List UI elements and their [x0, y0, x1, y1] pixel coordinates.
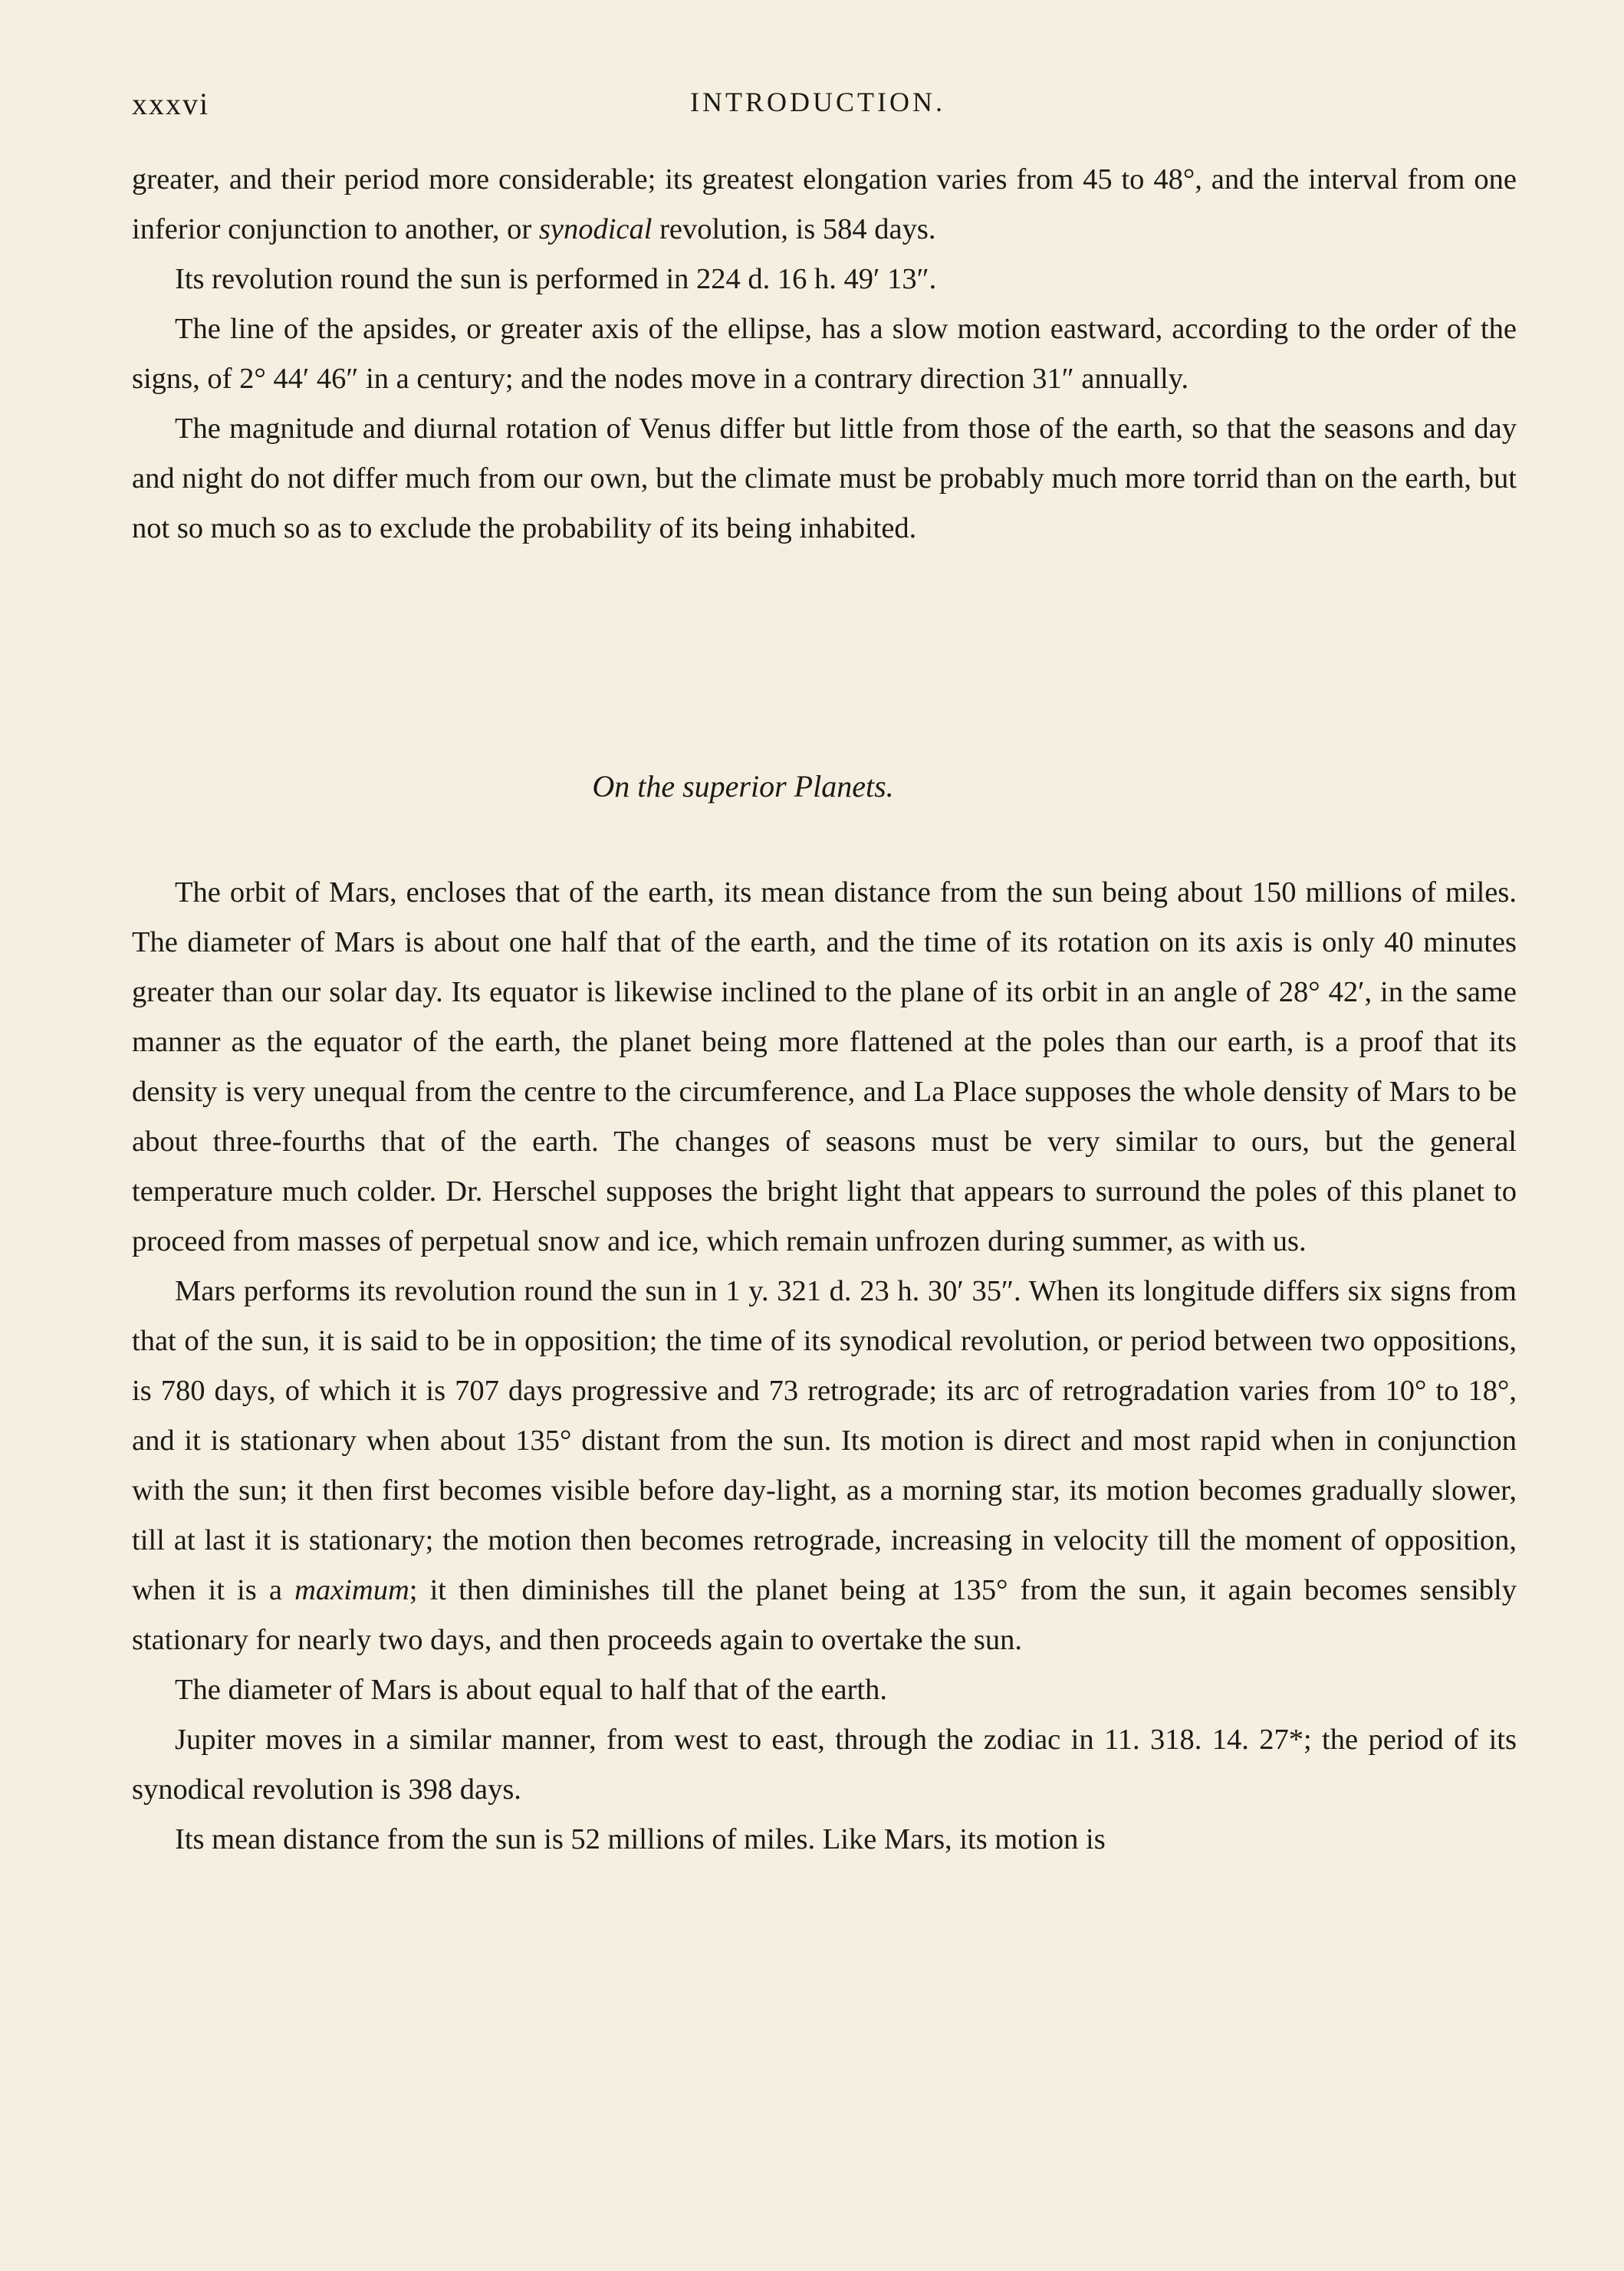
section-heading: On the superior Planets. — [592, 769, 894, 804]
venus-section — [132, 155, 1517, 554]
mars-paragraph-2: Mars performs its revolution round the sun in 1 y. 321 d. 23 h. 30′ 35″. When its longitude differs six signs from that of the sun, it is said to be in opposition; the time of its synodical revolution, or period between two oppositions, is 780 days, of which it is 707 days progressive and 73 retrograde; its arc of retrogradation varies from 10° to 18°, and it is stationary when about 135° distant from the sun. Its motion is direct and most rapid when in conjunction with the sun; it then first becomes visible before day-light, as a morning star, its motion becomes gradually slower, till at last it is stationary; the motion then becomes retrograde, increasing in velocity till the moment of opposition, when it is a maximum; it then diminishes till the planet being at 135° from the sun, it again becomes sensibly stationary for nearly two days, and then proceeds again to overtake the sun. — [132, 1275, 1517, 1656]
page-header — [132, 86, 1509, 132]
mars-section — [132, 868, 1517, 1865]
mars-paragraph-3: The diameter of Mars is about equal to half that of the earth. — [175, 1674, 888, 1706]
venus-paragraph-3: The line of the apsides, or greater axis of the ellipse, has a slow motion eastward, according to the order of the signs, of 2° 44′ 46″ in a century; and the nodes move in a contrary direction 31″ annually. — [132, 313, 1517, 395]
jupiter-paragraph-1: Jupiter moves in a similar manner, from west to east, through the zodiac in 11. 318. 14. 27*; the period of its synodical revolution is 398 days. — [132, 1724, 1517, 1806]
mars-paragraph-1: The orbit of Mars, encloses that of the earth, its mean distance from the sun being about 150 millions of miles. The diameter of Mars is about one half that of the earth, and the time of its rotation on its axis is only 40 minutes greater than our solar day. Its equator is likewise inclined to the plane of its orbit in an angle of 28° 42′, in the same manner as the equator of the earth, the planet being more flattened at the poles than our earth, is a proof that its density is very unequal from the centre to the circumference, and La Place supposes the whole density of Mars to be about three-fourths that of the earth. The changes of seasons must be very similar to ours, but the general temperature much colder. Dr. Herschel supposes the bright light that appears to surround the poles of this planet to proceed from masses of perpetual snow and ice, which remain unfrozen during summer, as with us. — [132, 876, 1517, 1257]
venus-paragraph-1: greater, and their period more considerable; its greatest elongation varies from 45 to 48°, and the interval from one inferior conjunction to another, or synodical revolution, is 584 days. — [132, 163, 1517, 245]
venus-paragraph-2: Its revolution round the sun is performed in 224 d. 16 h. 49′ 13″. — [175, 263, 937, 295]
venus-paragraph-4: The magnitude and diurnal rotation of Venus differ but little from those of the earth, so that the seasons and day and night do not differ much from our own, but the climate must be probably much more torrid than on the earth, but not so much so as to exclude the probability of its being inhabited. — [132, 412, 1517, 544]
jupiter-paragraph-2: Its mean distance from the sun is 52 millions of miles. Like Mars, its motion is — [175, 1823, 1106, 1855]
running-title: INTRODUCTION. — [690, 87, 945, 117]
page-number: xxxvi — [132, 87, 210, 121]
synodical-italic: synodical — [538, 213, 653, 245]
maximum-italic: maximum — [294, 1574, 409, 1606]
